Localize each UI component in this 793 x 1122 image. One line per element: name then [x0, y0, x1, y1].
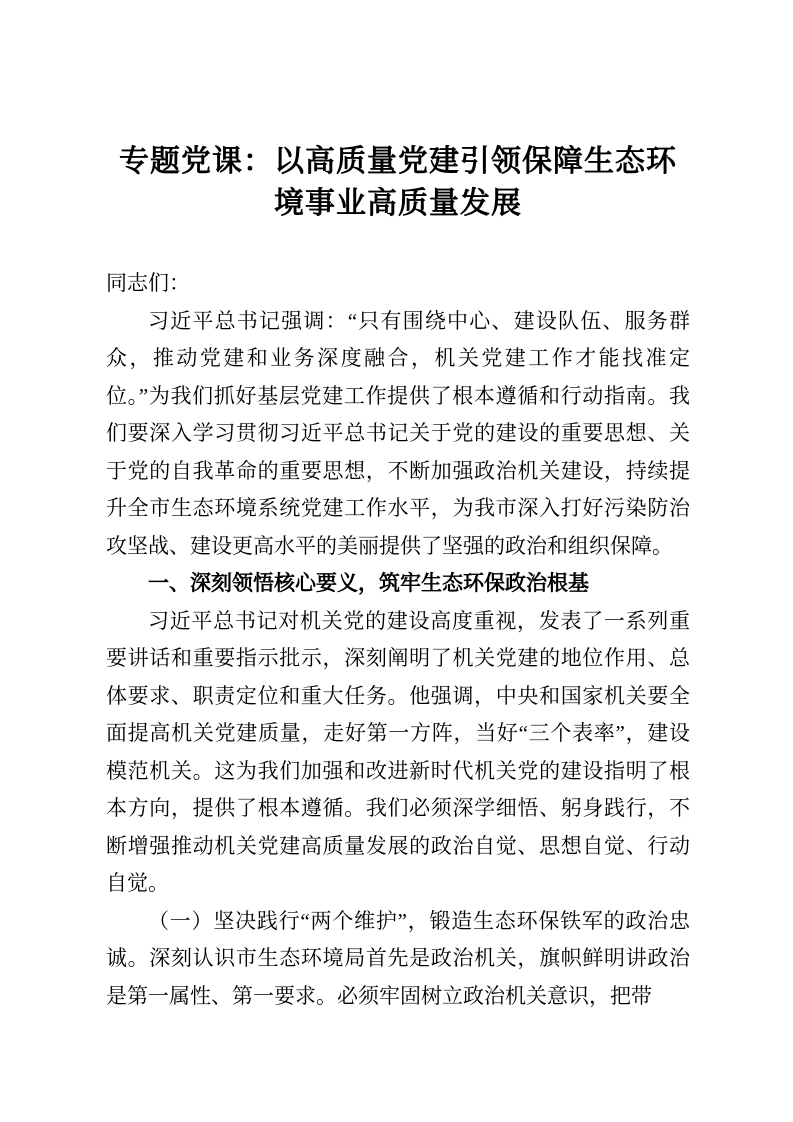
paragraph-section1-body: 习近平总书记对机关党的建设高度重视，发表了一系列重要讲话和重要指示批示，深刻阐明了机关党建的地位作用、总体要求、职责定位和重大任务。他强调，中央和国家机关要全面提高机关党建质量，走好第一方阵，当好“三个表率”，建设模范机关。这为我们加强和改进新时代机关党的建设指明了根本方向，提供了根本遵循。我们必须深学细悟、躬身践行，不断增强推动机关党建高质量发展的政治自觉、思想自觉、行动自觉。: [106, 608, 690, 895]
paragraph-intro: 习近平总书记强调：“只有围绕中心、建设队伍、服务群众，推动党建和业务深度融合，机关党建工作才能找准定位。”为我们抓好基层党建工作提供了根本遵循和行动指南。我们要深入学习贯彻习近平总书记关于党的建设的重要思想、关于党的自我革命的重要思想，不断加强政治机关建设，持续提升全市生态环境系统党建工作水平，为我市深入打好污染防治攻坚战、建设更高水平的美丽提供了坚强的政治和组织保障。: [106, 308, 690, 558]
salutation: 同志们：: [106, 271, 190, 295]
section-heading-1: 一、深刻领悟核心要义，筑牢生态环保政治根基: [148, 571, 589, 595]
document-body: [106, 265, 690, 1015]
document-title: 专题党课：以高质量党建引领保障生态环境事业高质量发展: [119, 145, 677, 220]
paragraph-subsection-1: （一）坚决践行“两个维护”，锻造生态环保铁军的政治忠诚。深刻认识市生态环境局首先是政治机关，旗帜鲜明讲政治是第一属性、第一要求。必须牢固树立政治机关意识，把带: [106, 908, 690, 1008]
